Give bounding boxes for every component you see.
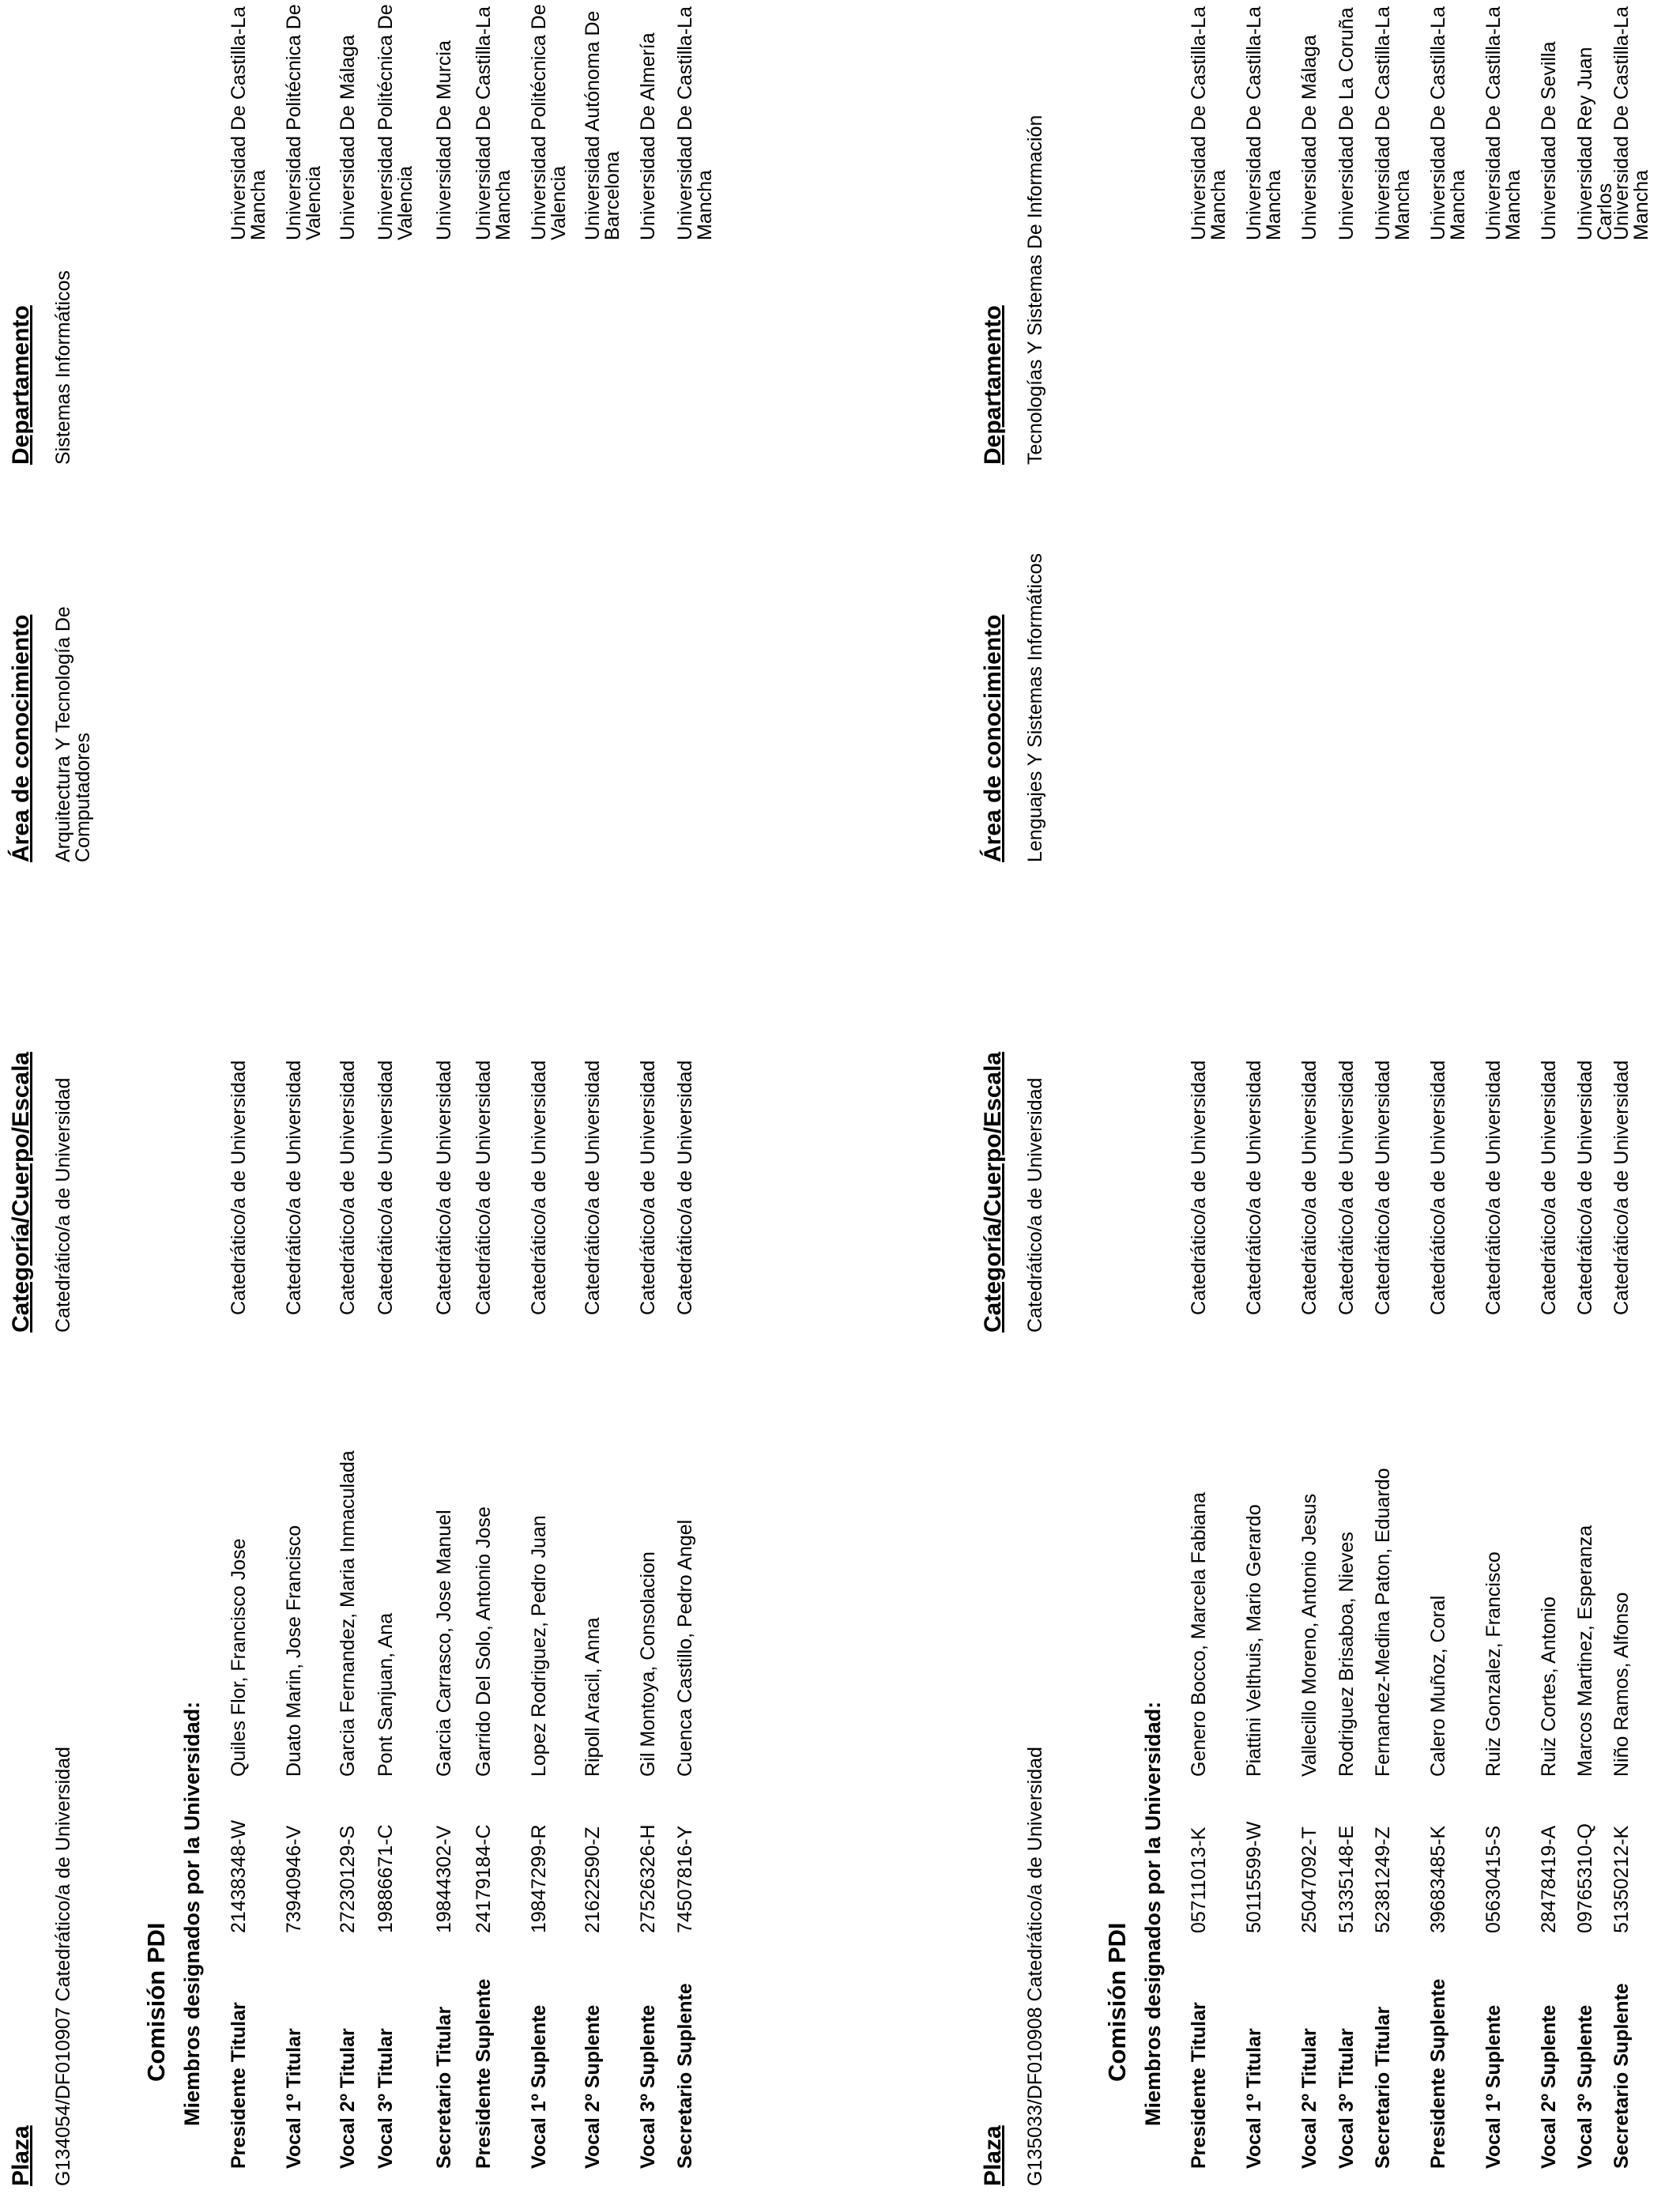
- members-subtitle: Miembros designados por la Universidad:: [180, 1701, 204, 2126]
- table-row: [375, 0, 416, 2194]
- member-category: Catedrático/a de Universidad: [674, 1060, 696, 1315]
- member-name: Piattini Velthuis, Mario Gerardo: [1243, 1504, 1265, 1777]
- member-role: Vocal 2º Titular: [337, 2028, 359, 2169]
- member-dni: 39683485-K: [1427, 1825, 1449, 1933]
- table-row: [1188, 0, 1230, 2194]
- member-dni: 50115599-W: [1243, 1821, 1265, 1933]
- member-role: Presidente Suplente: [1427, 1978, 1449, 2169]
- departamento-header: Departamento: [980, 305, 1006, 465]
- member-university: Universidad De Sevilla: [1538, 41, 1560, 240]
- member-role: Vocal 2º Suplente: [1538, 2004, 1560, 2169]
- plaza-code: G134054/DF010907: [52, 2007, 74, 2186]
- member-dni: 73940946-V: [283, 1825, 305, 1933]
- member-role: Secretario Suplente: [674, 1983, 696, 2169]
- member-role: Secretario Titular: [433, 2006, 455, 2169]
- member-category: Catedrático/a de Universidad: [1482, 1060, 1505, 1315]
- member-name: Fernandez-Medina Paton, Eduardo: [1372, 1468, 1394, 1777]
- member-role: Vocal 1º Suplente: [528, 2004, 550, 2169]
- member-university: Universidad De Málaga: [337, 35, 359, 240]
- member-category: Catedrático/a de Universidad: [283, 1060, 305, 1315]
- member-role: Vocal 3º Suplente: [637, 2004, 659, 2169]
- member-category: Catedrático/a de Universidad: [337, 1060, 359, 1315]
- member-role: Secretario Titular: [1372, 2006, 1394, 2169]
- departamento-value: Tecnologías Y Sistemas De Información: [1024, 115, 1046, 465]
- member-category: Catedrático/a de Universidad: [582, 1060, 604, 1315]
- member-name: Niño Ramos, Alfonso: [1610, 1592, 1633, 1777]
- member-category: Catedrático/a de Universidad: [1372, 1060, 1394, 1315]
- table-row: [283, 0, 325, 2194]
- member-category: Catedrático/a de Universidad: [473, 1060, 495, 1315]
- member-name: Calero Muñoz, Coral: [1427, 1595, 1449, 1777]
- member-category: Catedrático/a de Universidad: [433, 1060, 455, 1315]
- member-name: Rodriguez Brisaboa, Nieves: [1335, 1532, 1358, 1777]
- table-row: [674, 0, 716, 2194]
- table-row: [1539, 0, 1560, 2194]
- plaza-code-line: [1026, 1747, 1045, 2186]
- plaza-code: G135033/DF010908: [1024, 2007, 1046, 2186]
- member-category: Catedrático/a de Universidad: [637, 1060, 659, 1315]
- member-university: Universidad Politécnica De Valencia: [375, 4, 416, 240]
- table-row: [1482, 0, 1524, 2194]
- table-row: [1427, 0, 1469, 2194]
- member-university: Universidad De Castilla-La Mancha: [1188, 6, 1230, 240]
- member-role: Vocal 3º Titular: [375, 2028, 397, 2169]
- categoria-header: Categoría/Cuerpo/Escala: [8, 1051, 34, 1333]
- member-role: Vocal 2º Titular: [1298, 2028, 1320, 2169]
- member-role: Presidente Suplente: [473, 1978, 495, 2169]
- member-dni: 19844302-V: [433, 1825, 455, 1933]
- member-name: Pont Sanjuan, Ana: [375, 1612, 397, 1777]
- member-name: Vallecillo Moreno, Antonio Jesus: [1298, 1493, 1320, 1777]
- member-role: Vocal 1º Suplente: [1482, 2004, 1505, 2169]
- member-role: Presidente Titular: [228, 2002, 250, 2169]
- member-name: Garcia Fernandez, Maria Inmaculada: [337, 1450, 359, 1777]
- commission-title: Comisión PDI: [142, 1922, 170, 2082]
- categoria-header: Categoría/Cuerpo/Escala: [980, 1051, 1006, 1333]
- member-university: Universidad De Murcia: [433, 40, 455, 240]
- table-row: [338, 0, 359, 2194]
- members-subtitle: Miembros designados por la Universidad:: [1141, 1701, 1165, 2126]
- member-role: Presidente Titular: [1188, 2002, 1210, 2169]
- member-name: Quiles Flor, Francisco Jose: [228, 1538, 250, 1777]
- member-name: Garrido Del Solo, Antonio Jose: [473, 1506, 495, 1777]
- member-name: Lopez Rodriguez, Pedro Juan: [528, 1515, 550, 1777]
- table-row: [473, 0, 514, 2194]
- table-row: [638, 0, 659, 2194]
- area-header: Área de conocimiento: [8, 614, 34, 862]
- member-dni: 19886671-C: [375, 1824, 397, 1933]
- categoria-value: Catedrático/a de Universidad: [52, 1077, 74, 1333]
- member-university: Universidad Politécnica De Valencia: [283, 4, 325, 240]
- area-value: Lenguajes Y Sistemas Informáticos: [1024, 553, 1046, 862]
- member-category: Catedrático/a de Universidad: [1574, 1060, 1596, 1315]
- plaza-category: Catedrático/a de Universidad: [52, 1747, 74, 2002]
- member-dni: 09765310-Q: [1574, 1823, 1596, 1933]
- member-role: Vocal 1º Titular: [283, 2028, 305, 2169]
- member-dni: 05630415-S: [1482, 1825, 1505, 1933]
- member-name: Ruiz Gonzalez, Francisco: [1482, 1551, 1505, 1777]
- member-role: Secretario Suplente: [1610, 1983, 1633, 2169]
- member-university: Universidad De Castilla-La Mancha: [1243, 6, 1285, 240]
- member-category: Catedrático/a de Universidad: [375, 1060, 397, 1315]
- member-dni: 52381249-Z: [1372, 1826, 1394, 1933]
- member-dni: 74507816-Y: [674, 1825, 696, 1933]
- member-university: Universidad De Málaga: [1298, 35, 1320, 240]
- member-name: Gil Montoya, Consolacion: [637, 1551, 659, 1777]
- departamento-value: Sistemas Informáticos: [52, 270, 74, 465]
- area-value: Arquitectura Y Tecnología De Computadores: [52, 606, 94, 862]
- member-dni: 51350212-K: [1610, 1825, 1633, 1933]
- member-category: Catedrático/a de Universidad: [1188, 1060, 1210, 1315]
- member-category: Catedrático/a de Universidad: [1538, 1060, 1560, 1315]
- table-row: [1243, 0, 1285, 2194]
- member-university: Universidad De Castilla-La Mancha: [674, 6, 716, 240]
- member-dni: 27526326-H: [637, 1824, 659, 1933]
- member-role: Vocal 3º Suplente: [1574, 2004, 1596, 2169]
- area-header: Área de conocimiento: [980, 614, 1006, 862]
- table-row: [435, 0, 455, 2194]
- member-university: Universidad Rey Juan Carlos: [1574, 47, 1616, 240]
- member-dni: 28478419-A: [1538, 1825, 1560, 1933]
- table-row: [1610, 0, 1652, 2194]
- member-role: Vocal 2º Suplente: [582, 2004, 604, 2169]
- member-category: Catedrático/a de Universidad: [1610, 1060, 1633, 1315]
- member-role: Vocal 3º Titular: [1335, 2028, 1358, 2169]
- member-category: Catedrático/a de Universidad: [1243, 1060, 1265, 1315]
- member-name: Genero Bocco, Marcela Fabiana: [1188, 1492, 1210, 1777]
- table-row: [582, 0, 623, 2194]
- member-university: Universidad De Castilla-La Mancha: [1372, 6, 1414, 240]
- departamento-header: Departamento: [8, 305, 34, 465]
- member-university: Universidad De Castilla-La Mancha: [228, 6, 269, 240]
- member-university: Universidad Politécnica De Valencia: [528, 4, 570, 240]
- member-category: Catedrático/a de Universidad: [1335, 1060, 1358, 1315]
- plaza-code-line: [54, 1747, 73, 2186]
- table-row: [1574, 0, 1616, 2194]
- member-name: Garcia Carrasco, Jose Manuel: [433, 1510, 455, 1777]
- member-dni: 21438348-W: [228, 1819, 250, 1933]
- member-category: Catedrático/a de Universidad: [1298, 1060, 1320, 1315]
- member-name: Duato Marin, Jose Francisco: [283, 1525, 305, 1777]
- plaza-category: Catedrático/a de Universidad: [1024, 1747, 1046, 2002]
- member-name: Ruiz Cortes, Antonio: [1538, 1596, 1560, 1777]
- member-category: Catedrático/a de Universidad: [228, 1060, 250, 1315]
- table-row: [1300, 0, 1320, 2194]
- table-row: [1372, 0, 1414, 2194]
- member-dni: 24179184-C: [473, 1824, 495, 1933]
- member-dni: 25047092-T: [1298, 1826, 1320, 1933]
- member-dni: 19847299-R: [528, 1824, 550, 1933]
- plaza-header: Plaza: [980, 2125, 1006, 2186]
- member-role: Vocal 1º Titular: [1243, 2028, 1265, 2169]
- member-category: Catedrático/a de Universidad: [1427, 1060, 1449, 1315]
- member-dni: 51335148-E: [1335, 1825, 1358, 1933]
- member-dni: 27230129-S: [337, 1825, 359, 1933]
- member-name: Cuenca Castillo, Pedro Angel: [674, 1519, 696, 1777]
- member-category: Catedrático/a de Universidad: [528, 1060, 550, 1315]
- member-university: Universidad De La Coruña: [1335, 7, 1358, 240]
- member-university: Universidad Autónoma De Barcelona: [582, 10, 623, 240]
- table-row: [228, 0, 269, 2194]
- commission-title: Comisión PDI: [1103, 1922, 1131, 2082]
- member-university: Universidad De Castilla-La Mancha: [1427, 6, 1469, 240]
- member-dni: 21622590-Z: [582, 1826, 604, 1933]
- table-row: [1337, 0, 1358, 2194]
- member-university: Universidad De Castilla-La Mancha: [473, 6, 514, 240]
- plaza-header: Plaza: [8, 2125, 34, 2186]
- categoria-value: Catedrático/a de Universidad: [1024, 1077, 1046, 1333]
- table-row: [528, 0, 570, 2194]
- member-name: Marcos Martinez, Esperanza: [1574, 1525, 1596, 1777]
- member-university: Universidad De Almería: [637, 32, 659, 240]
- member-university: Universidad De Castilla-La Mancha: [1482, 6, 1524, 240]
- member-university: Universidad De Castilla-La Mancha: [1610, 6, 1652, 240]
- member-name: Ripoll Aracil, Anna: [582, 1617, 604, 1777]
- member-dni: 05711013-K: [1188, 1826, 1210, 1933]
